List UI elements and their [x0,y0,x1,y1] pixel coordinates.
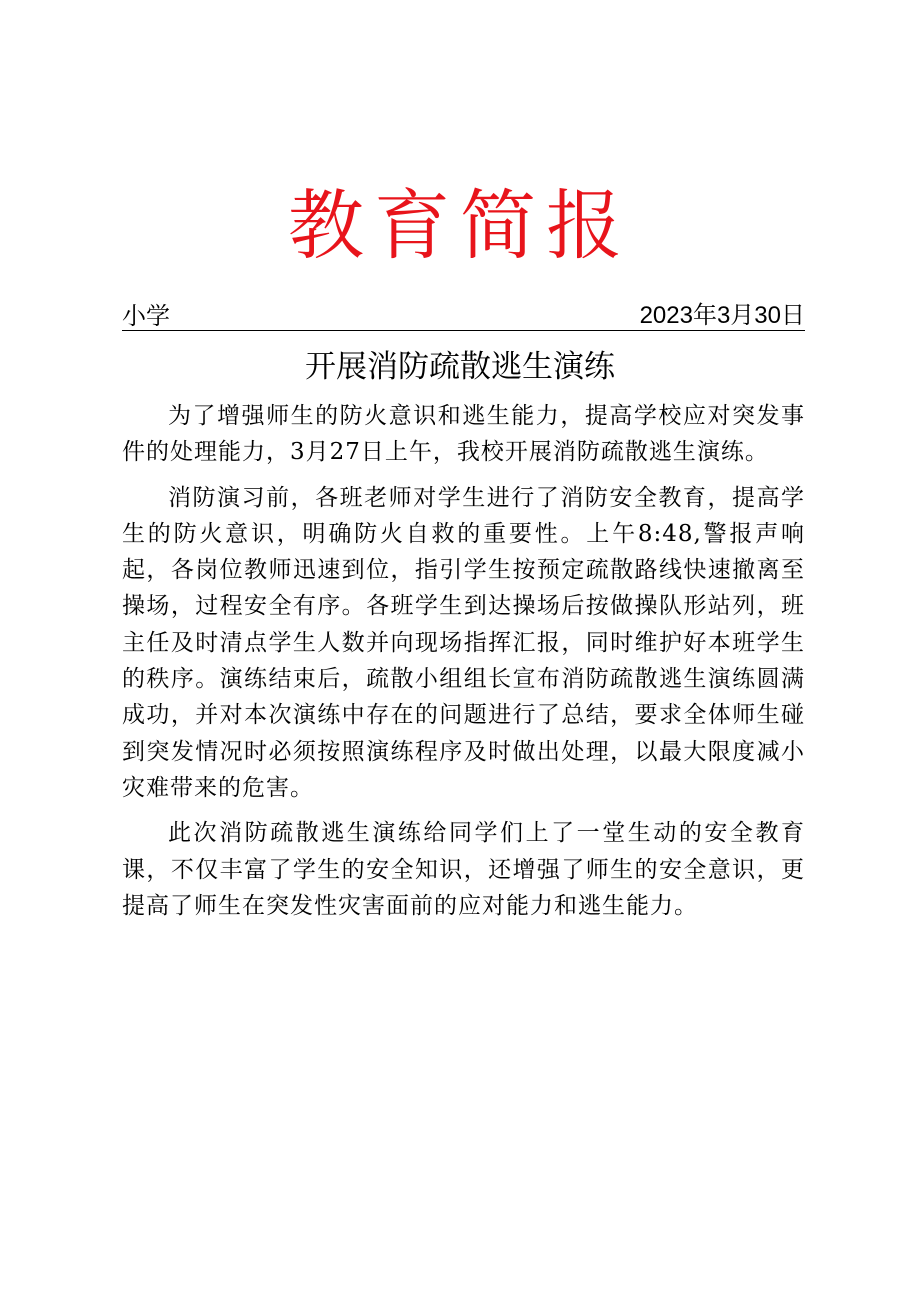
article-paragraph: 为了增强师生的防火意识和逃生能力，提高学校应对突发事件的处理能力，3月27日上午，我校开展消防疏散逃生演练。 [122,403,805,466]
article-paragraph: 此次消防疏散逃生演练给同学们上了一堂生动的安全教育课，不仅丰富了学生的安全知识，还增强了师生的安全意识，更提高了师生在突发性灾害面前的应对能力和逃生能力。 [122,820,805,919]
dateline [122,300,805,331]
school-name: 小学 [122,302,170,330]
article-headline: 开展消防疏散逃生演练 [305,349,615,385]
issue-date: 2023年3月30日 [639,302,805,329]
newsletter-masthead: 教育简报 [288,181,632,270]
article-body [122,398,805,933]
article-paragraph: 消防演习前，各班老师对学生进行了消防安全教育，提高学生的防火意识，明确防火自救的重要性。上午8:48,警报声响起，各岗位教师迅速到位，指引学生按预定疏散路线快速撤离至操场，过程安全有序。各班学生到达操场后按做操队形站列，班主任及时清点学生人数并向现场指挥汇报，同时维护好本班学生的秩序。演练结束后，疏散小组组长宣布消防疏散逃生演练圆满成功，并对本次演练中存在的问题进行了总结，要求全体师生碰到突发情况时必须按照演练程序及时做出处理，以最大限度减小灾难带来的危害。 [122,484,805,801]
